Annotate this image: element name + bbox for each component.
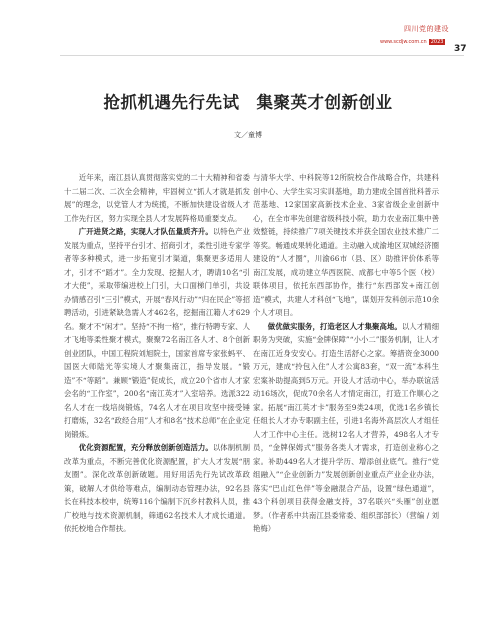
paragraph <box>64 225 250 441</box>
paragraph-lead: 优化资源配置，充分释放创新创造活力。 <box>78 443 213 452</box>
article-title: 抢抓机遇先行先试 集聚英才创新创业 <box>103 93 393 112</box>
paragraph-text: 以体制机制改革为重点，不断完善优化资源配置，扩大人才发展“朋友圈”。深化改革创新破题。用好用活先行先试改革政策，破解人才供给等难点，编制动态管理办法，92名县长在科技本校申，统筹116个编制下沉乡村教科人员，推广校地与技术资源机制，筛通62名技术人才成长通道。依托校地合作帮扶。 <box>64 443 250 533</box>
paragraph-text: 近年来，南江县认真贯彻落实党的二十大精神和省委十二届二次、二次全会精神，牢固树立“抓人才就是抓发展”的理念，以党管人才为统揽，不断加快建设省级人才工作先行区，努力实现全县人才发展阵格局重要支点。 <box>64 173 250 223</box>
paragraph <box>64 171 250 225</box>
page-number: 37 <box>454 44 467 54</box>
right-column <box>253 171 439 536</box>
magazine-url-line <box>380 39 445 45</box>
paragraph-text: 以特色产业发展为重点，坚持平台引才、招商引才，柔性引进专家学者等多种模式，进一步拓宽引才渠道，集聚更多适用人才，引才不“蹈才”。全力发现、挖掘人才，聘请10名“引才大使”，采取带编进校上门引，大口面梯门单引，共设办情感召引“三引”模式，开展“春风行动”“归在民企”等招聘活动，引进紧缺急需人才462名，挖掘南江籍人才629名。聚才不“闲才”。坚持“不拘一格”，推行特聘专家、人才飞地等柔性聚才模式，聚聚72名南江各人才、8个创新创业团队，中国工程院刘旭院士，国家首席专家张蚂平、国医大师陆光等实境人才聚集南江，指导发展。“锻造”不“等蹈”。兼顾“锻造”促成长，成立20个省市人才家会名的“工作室”，200名“南江英才”入室培养。选派322名人才在一线培岗锻炼，74名人才在项目攻坚中接受锤打磨炼，32名“政经合用”人才和8名“技术总师”在企业定岗锻炼。 <box>64 227 250 439</box>
paragraph <box>64 441 250 536</box>
left-column <box>64 171 250 536</box>
page-header <box>0 0 496 56</box>
issue-year-badge: 2023 <box>430 39 444 45</box>
paragraph-lead: 做优做实服务，打造老区人才集聚高地。 <box>267 321 402 331</box>
paragraph-text: 以人才精细职务为突破，实施“金牌保障”“小小二”服务机制，让人才在南江近身安安心。打造生活舒心之家。筹措资金3000万元，建成“拎包入住”人才公寓83套，“双一流”本科生宏案补助提高到5万元。开设人才活动中心，举办联谊活动16场次，促成70余名人才情定南江，打造工作顺心之家。拓展“南江英才卡”服务至9类24项，优选1名乡镇长任组长人才办专职副主任，引进1名海外高层次人才组任人才工作中心主任。选树12名人才营养，498名人才专员，“金牌保姆式”服务各类人才需求，打造创业称心之家。补助449名人才提升学历、增添创业底气。推行“党组融入”“企业创新力”发展创新创业重点产业企业办法，落实“巴山红色伴”等金融混合产品，设置“绿色通道”，43个科创项目获得金融支持，37名联兴“头雁”创业愿梦。（作者系中共南江县委常委、组织部部长）（营编 / 刘艳梅） <box>253 321 439 533</box>
magazine-url: www.scdjw.com.cn <box>380 39 427 45</box>
paragraph-text: 与清华大学、中科院等12所院校合作战略合作，共建科创中心、大学生实习实训基地，助力建成全国首批科普示范基地、12家国家高新技术企业、3家省级企业创新中心，在全市率先创建省级科技小院，助力农业南江集中善效整链，持续推广7项关键技术并获全国农业技术推广二等奖。畅通成果转化通道。主动融入成渝地区双城经济圈建设的“人才圈”，川渝66市（县、区）助推评价体系等南江发展，成功建立华西医院、成都七中等5个医（校）联体项目，依托东西部协作，推行“东西部发+南江创造”模式，共建人才科创“飞地”，谋划开发科创示范10余个人才项目。 <box>253 173 439 317</box>
article-author: 文／童博 <box>234 131 262 139</box>
header-divider <box>60 55 464 56</box>
paragraph <box>253 320 439 536</box>
paragraph-lead: 广开进贤之路，实现人才队伍量质齐升。 <box>78 227 213 236</box>
paragraph <box>253 171 439 320</box>
magazine-name: 四川党的建设 <box>404 25 449 33</box>
